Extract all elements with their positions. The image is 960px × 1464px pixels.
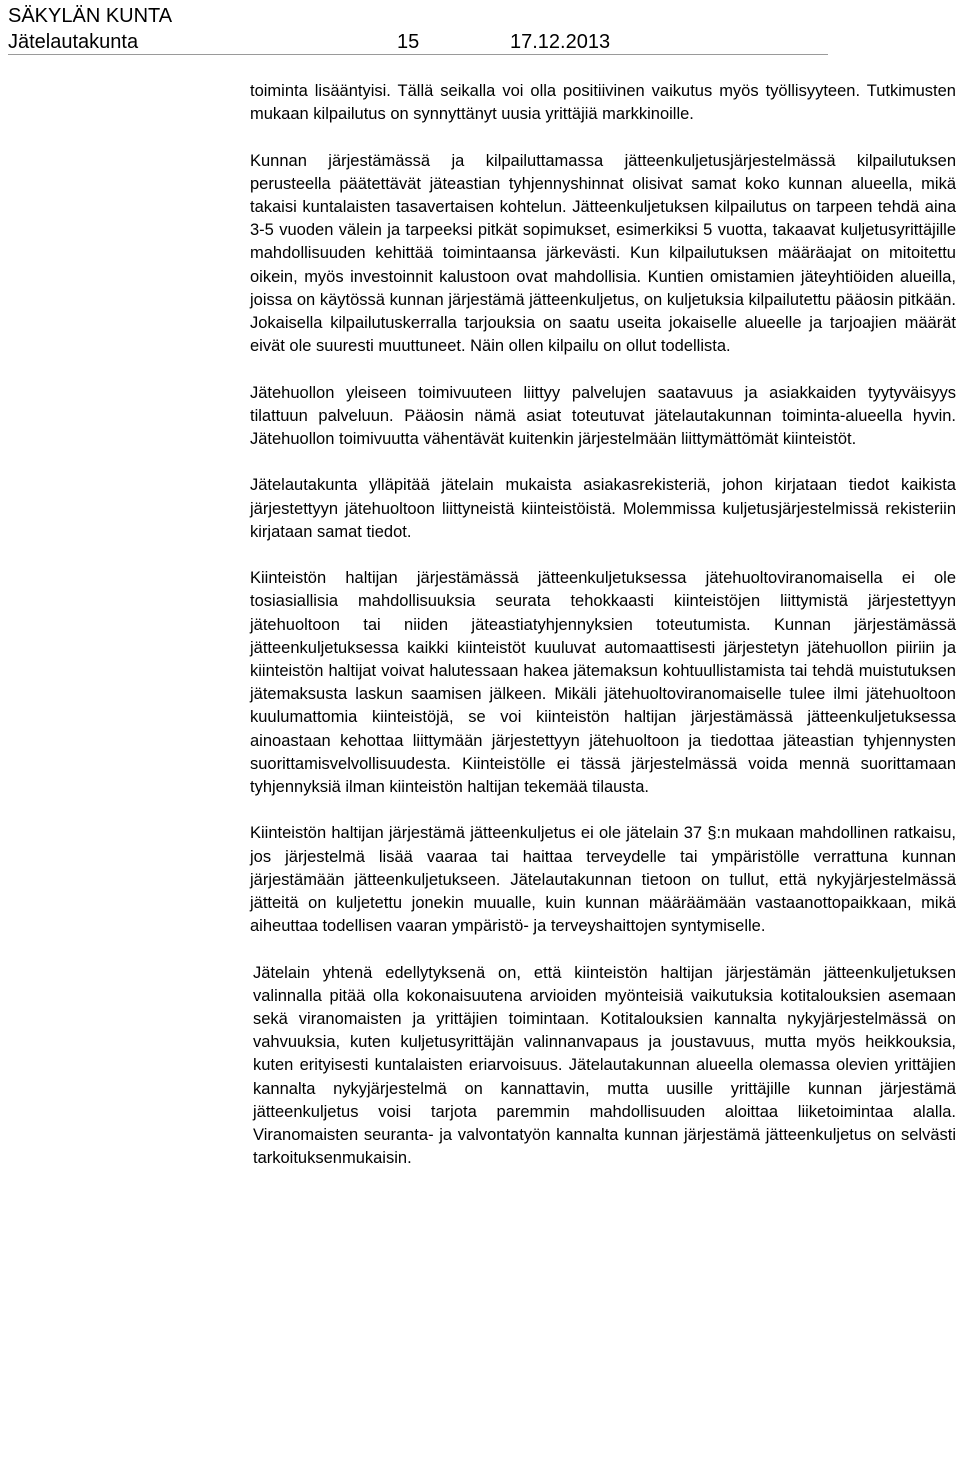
paragraph: Kunnan järjestämässä ja kilpailuttamassa jätteenkuljetusjärjestelmässä kilpailutuksen perusteella päätettävät jäteastian tyhjennyshinnat olisivat samat koko kunnan alueella, mikä takaisi kuntalaisten tasavertaisen kohtelun. Jätteenkuljetuksen kilpailutus on tarpeen tehdä aina 3-5 vuoden välein ja tarpeeksi pitkät sopimukset, esimerkiksi 5 vuotta, takaavat kuljetusyrittäjille mahdollisuuden kehittää toimintaansa järkevästi. Kun kilpailutuksen määräajat on mitoitettu oikein, myös investoinnit kalustoon ovat mahdollisia. Kuntien omistamien jäteyhtiöiden alueilla, joissa on käytössä kunnan järjestämä jätteenkuljetus, on kuljetuksia kilpailutettu pääosin pitkään. Jokaisella kilpailutuskerralla tarjouksia on saatu useita jokaiselle alueelle ja tarjoajien määrät eivät ole suuresti muuttuneet. Näin ollen kilpailu on ollut todellista.: [250, 151, 956, 356]
document-body: [250, 80, 956, 1170]
committee-name: Jätelautakunta: [8, 31, 139, 53]
organization-name: SÄKYLÄN KUNTA: [8, 5, 173, 27]
header-divider: [8, 54, 828, 55]
paragraph: Jätehuollon yleiseen toimivuuteen liittyy palvelujen saatavuus ja asiakkaiden tyytyväisyys tilattuun palveluun. Pääosin nämä asiat toteutuvat jätelautakunnan toiminta-alueella hyvin. Jätehuollon toimivuutta vähentävät kuitenkin järjestelmään liittymättömät kiinteistöt.: [250, 383, 956, 449]
paragraph: Jätelain yhtenä edellytyksenä on, että kiinteistön haltijan järjestämän jätteenkuljetuksen valinnalla pitää olla kokonaisuutena arvioiden myönteisiä vaikutuksia kotitalouksien asemaan sekä viranomaisten ja yrittäjien toimintaan. Kotitalouksien kannalta nykyjärjestelmässä on vahvuuksia, kuten kuljetusyrittäjän valinnanvapaus ja joustavuus, mutta myös heikkouksia, kuten erityisesti kuntalaisten eriarvoisuus. Jätelautakunnan alueella olemassa olevien yrittäjien kannalta nykyjärjestelmä on kannattavin, mutta uusille yrittäjille kunnan järjestämä jätteenkuljetus voisi tarjota paremmin mahdollisuuden aloittaa liiketoimintaa alalla. Viranomaisten seuranta- ja valvontatyön kannalta kunnan järjestämä jätteenkuljetus on selvästi tarkoituksenmukaisin.: [253, 963, 956, 1168]
paragraph: Kiinteistön haltijan järjestämä jätteenkuljetus ei ole jätelain 37 §:n mukaan mahdollinen ratkaisu, jos järjestelmä lisää vaaraa tai haittaa terveydelle tai ympäristölle verrattuna kunnan järjestämään jätteenkuljetukseen. Jätelautakunnan tietoon on tullut, että nykyjärjestelmässä jätteitä on kuljetettu jonekin muualle, kuin kunnan määräämään vastaanottopaikkaan, mikä aiheuttaa todellisen vaaran ympäristö- ja terveyshaittojen syntymiselle.: [250, 824, 956, 936]
paragraph: Jätelautakunta ylläpitää jätelain mukaista asiakasrekisteriä, johon kirjataan tiedot kaikista järjestettyyn jätehuoltoon liittyneistä kiinteistöistä. Molemmissa kuljetusjärjestelmissä rekisteriin kirjataan samat tiedot.: [250, 476, 956, 541]
meeting-date: 17.12.2013: [510, 31, 611, 53]
page-number: 15: [397, 31, 420, 53]
paragraph: Kiinteistön haltijan järjestämässä jätteenkuljetuksessa jätehuoltoviranomaisella ei ole tosiasiallisia mahdollisuuksia seurata tehokkaasti kiinteistöjen liittymistä järjestettyyn jätehuoltoon tai niiden jäteastiatyhjennyksien toteutumista. Kunnan järjestämässä jätteenkuljetuksessa kaikki kiinteistöt kuuluvat automaattisesti järjestetyn jätehuollon piiriin ja kiinteistön haltijat voivat halutessaan hakea jätemaksun kohtuullistamista tai tehdä muistutuksen jätemaksusta laskun saamisen jälkeen. Mikäli jätehuoltoviranomaiselle tulee ilmi jätehuoltoon kuulumattomia kiinteistöjä, se voi kiinteistön haltijan järjestämässä jätteenkuljetuksessa ainoastaan kehottaa liittymään järjestettyyn jätehuoltoon ja tiedottaa jäteastian tyhjennysten suorittamisvelvollisuudesta. Kiinteistölle ei tässä järjestelmässä voida mennä suorittamaan tyhjennyksiä ilman kiinteistön haltijan tekemää tilausta.: [250, 569, 956, 797]
paragraph: toiminta lisääntyisi. Tällä seikalla voi olla positiivinen vaikutus myös työllisyyteen. Tutkimusten mukaan kilpailutus on synnyttänyt uusia yrittäjiä markkinoille.: [250, 82, 956, 124]
